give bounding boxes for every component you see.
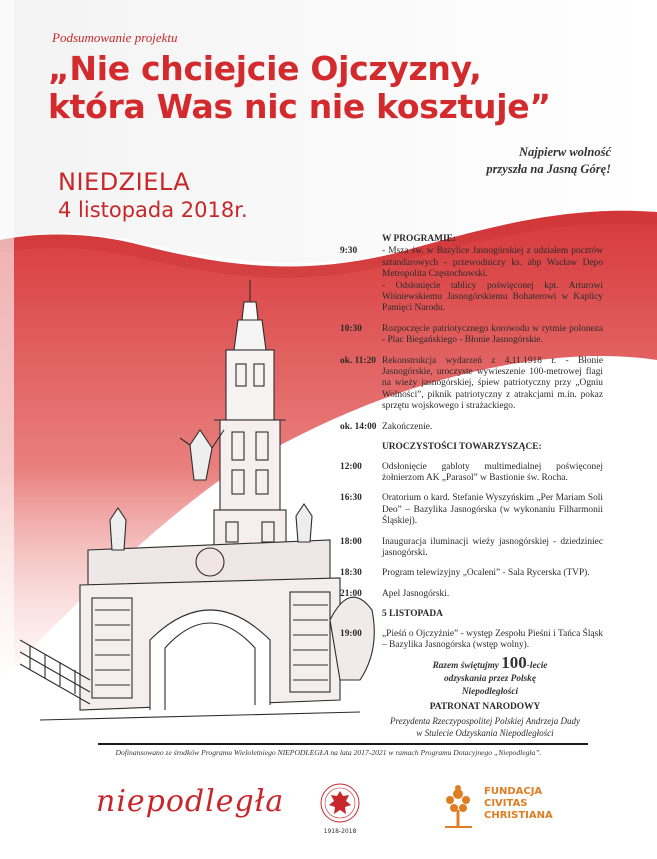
program-row xyxy=(340,356,603,413)
motto xyxy=(486,144,611,178)
motto-line-1: Najpierw wolność xyxy=(518,145,611,159)
event-date: 4 listopada 2018r. xyxy=(58,198,248,222)
program-desc: - Msza św. w Bazylice Jasnogórskiej z udziałem pocztów sztandarowych - przewodniczy ks. abp Wacław Depo Metropolita Częstochowski. - Odsłonięcie tablicy poświęconej kpt. Arturowi Wiśniewskiemu Jasnogórskiemu Bohaterowi w Kaplicy Pamięci Narodu. xyxy=(382,246,603,314)
civitas-line-1: FUNDACJA xyxy=(484,786,543,797)
funding-note: Dofinansowano ze środków Programu Wieloletniego NIEPODLEGŁA na lata 2017-2021 w ramach Programu Dotacyjnego „Niepodległa”. xyxy=(115,748,542,757)
program-row xyxy=(340,537,603,560)
program-desc: Program telewizyjny „Ocaleni” - Sala Rycerska (TVP). xyxy=(382,568,590,579)
nov5-heading: 5 LISTOPADA xyxy=(382,609,443,620)
program-time: 12:00 xyxy=(340,461,362,472)
headline-line-2: która Was nic nie kosztuje” xyxy=(48,87,551,126)
program-heading: W PROGRAMIE: xyxy=(382,234,457,244)
program-time: 16:30 xyxy=(340,493,362,504)
footer-divider xyxy=(98,743,588,745)
program-time: ok. 14:00 xyxy=(340,421,377,432)
side-events-heading: UROCZYSTOŚCI TOWARZYSZĄCE: xyxy=(382,442,542,453)
celebration-line-2: odzyskania przez Polskę xyxy=(444,674,536,684)
program-row xyxy=(340,589,603,600)
jasna-gora-illustration xyxy=(0,280,380,740)
emblem-years: 1918-2018 xyxy=(323,828,357,835)
program-row xyxy=(340,324,603,347)
event-day: NIEDZIELA xyxy=(58,168,191,196)
celebration-number: 100 xyxy=(501,653,527,672)
celebration-note xyxy=(390,653,590,699)
kicker-text: Podsumowanie projektu xyxy=(52,30,178,45)
program-time: 21:00 xyxy=(340,588,362,599)
eagle-emblem-icon xyxy=(318,781,362,837)
program-time: 9:30 xyxy=(340,246,358,257)
program-desc: Odsłonięcie gabloty multimedialnej poświęconej żołnierzom AK „Parasol” w Bastionie św. Rocha. xyxy=(382,461,603,483)
program-desc: Oratorium o kard. Stefanie Wyszyńskim „Per Mariam Soli Deo” – Bazylika Jasnogórska (w wykonaniu Filharmonii Śląskiej). xyxy=(382,493,603,527)
headline xyxy=(48,50,628,126)
program-time: 10:30 xyxy=(340,323,362,334)
program-row xyxy=(340,629,603,652)
civitas-line-3: CHRISTIANA xyxy=(484,810,553,821)
motto-line-2: przyszła na Jasną Górę! xyxy=(486,162,611,176)
patron-line-1: Prezydenta Rzeczypospolitej Polskiej Andrzeja Dudy xyxy=(390,716,580,726)
program-desc: „Pieśń o Ojczyźnie” - występ Zespołu Pieśni i Tańca Śląsk – Bazylika Jasnogórska (wstęp wolny). xyxy=(382,628,603,650)
program-desc: Zakończenie. xyxy=(382,421,433,432)
celebration-line-3: Niepodległości xyxy=(461,687,519,697)
niepodlegla-logo: niepodległa xyxy=(96,784,285,819)
patron-line-2: w Stulecie Odzyskania Niepodległości xyxy=(416,727,554,738)
program-desc: Rekonstrukcja wydarzeń z 4.11.1918 r. - Błonie Jasnogórskie, uroczyste wywieszenie 100-metrowej flagi na wieży jasnogórskiej, śpiew patriotyczny przy „Ogniu Wolności”, piknik patriotyczny z atrakcjami m.in. pokaz sprzętu wojskowego i strażackiego. xyxy=(382,355,603,412)
program-row xyxy=(340,422,603,433)
program-time: 18:00 xyxy=(340,536,362,547)
headline-line-1: „Nie chciejcie Ojczyzny, xyxy=(48,49,482,88)
program-row xyxy=(340,462,603,485)
celebration-line-1 xyxy=(390,653,590,673)
civitas-logo-text xyxy=(484,786,553,822)
patron-title: PATRONAT NARODOWY xyxy=(429,702,541,712)
program-row xyxy=(340,568,603,579)
celebration-post: -lecie xyxy=(526,661,548,671)
program-time: 19:00 xyxy=(340,628,362,639)
patron-text xyxy=(340,716,630,739)
program-desc: Rozpoczęcie patriotycznego korowodu w rytmie poloneza - Plac Biegańskiego - Błonie Jasnogórskie. xyxy=(382,323,603,346)
program-desc: Apel Jasnogórski. xyxy=(382,588,450,599)
program-time: ok. 11:20 xyxy=(340,355,376,366)
program-row xyxy=(340,246,603,314)
program-time: 18:30 xyxy=(340,568,362,579)
program-section xyxy=(340,234,603,660)
civitas-line-2: CIVITAS xyxy=(484,798,528,809)
celebration-pre: Razem świętujmy xyxy=(432,661,502,671)
program-row xyxy=(340,493,603,527)
program-desc: Inauguracja iluminacji wieży jasnogórskiej - dziedziniec jasnogórski. xyxy=(382,536,603,558)
